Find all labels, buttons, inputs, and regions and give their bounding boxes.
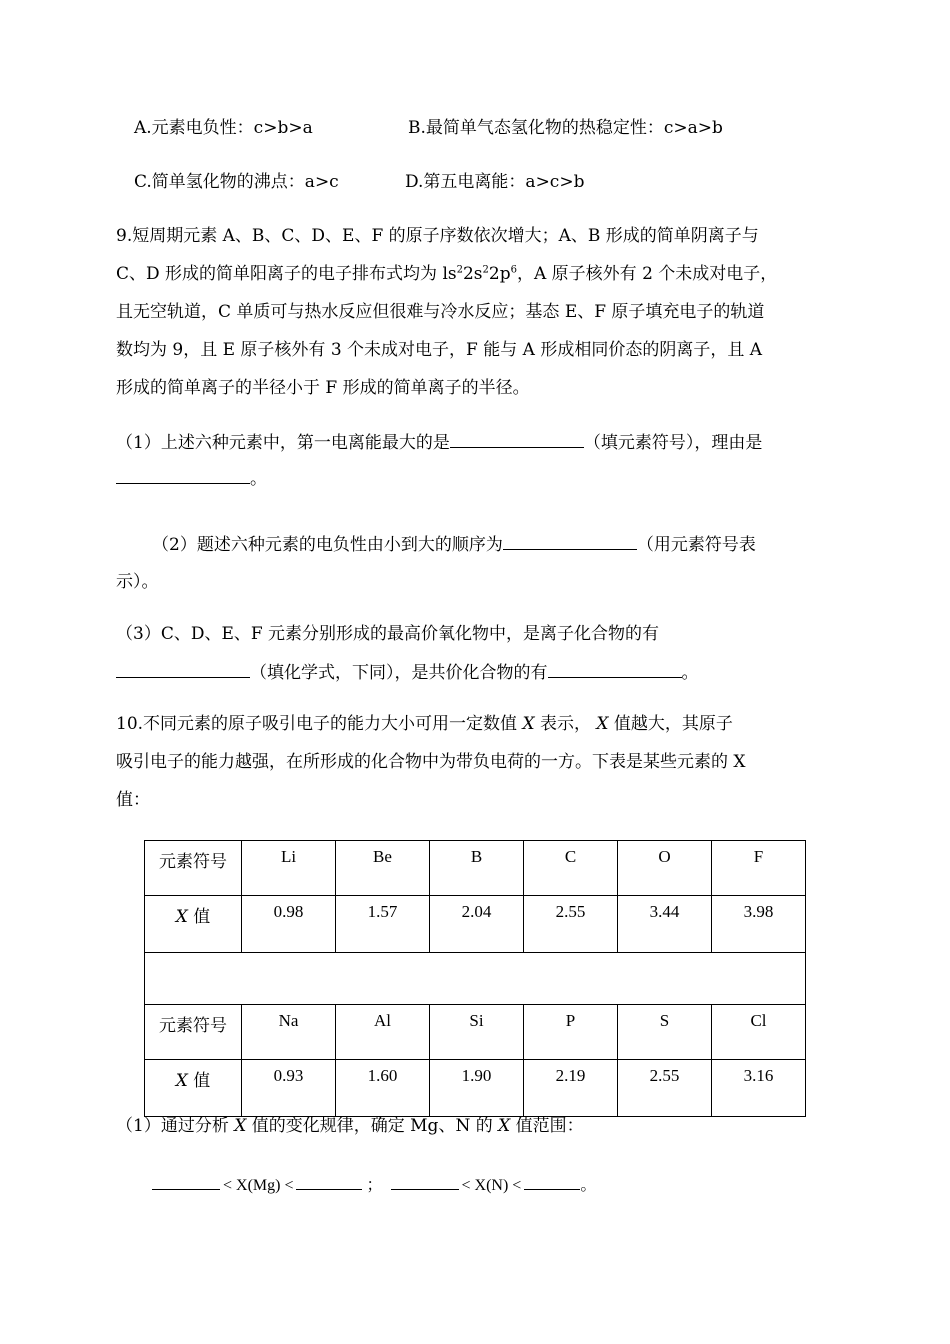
q9-line-1: 9.短周期元素 A、B、C、D、E、F 的原子序数依次增大；A、B 形成的简单阴离子与: [116, 226, 759, 246]
q9-part-2-cont: 示）。: [116, 572, 159, 592]
table-cell: 1.57: [336, 896, 430, 953]
q10-line-1-x2: X: [596, 714, 609, 734]
table-row-spacer: [145, 953, 806, 1005]
q10-part-1: [116, 1114, 584, 1138]
table-value-label-rest: 值: [187, 907, 211, 927]
table-row-symbols-1: [145, 841, 806, 896]
n-upper-blank[interactable]: [524, 1172, 580, 1190]
option-d: D.第五电离能：a>c>b: [405, 172, 585, 192]
table-cell: Al: [336, 1005, 430, 1060]
n-lower-blank[interactable]: [391, 1172, 459, 1190]
q9-part-3: （3）C、D、E、F 元素分别形成的最高价氧化物中，是离子化合物的有: [116, 624, 660, 644]
table-row-values-2: [145, 1060, 806, 1117]
mg-lower-blank[interactable]: [152, 1172, 220, 1190]
n-inequality: < X(N) <: [461, 1177, 522, 1194]
option-b: B.最简单气态氢化物的热稳定性：c>a>b: [408, 118, 723, 138]
q10-part-1-x2: X: [498, 1116, 511, 1136]
table-cell: 2.04: [430, 896, 524, 953]
q9-part-1-cont: [116, 466, 267, 491]
q10-part-1-c: 值范围：: [510, 1116, 584, 1136]
q9-line-2-c: 2p: [488, 264, 511, 284]
table-cell: P: [524, 1005, 618, 1060]
table-cell: Si: [430, 1005, 524, 1060]
table-cell: 0.93: [242, 1060, 336, 1117]
q10-line-3: 值：: [116, 790, 150, 810]
q9-part-3-blank-2[interactable]: [548, 660, 682, 678]
x-value-table: [144, 840, 806, 1117]
table-cell: 3.44: [618, 896, 712, 953]
table-cell: Be: [336, 841, 430, 896]
table-cell: B: [430, 841, 524, 896]
q10-part-1-b: 值的变化规律，确定 Mg、N 的: [246, 1116, 499, 1136]
table-value-label-x: X: [175, 907, 188, 927]
q9-part-2-text-b: （用元素符号表: [636, 535, 756, 555]
table-header-label: 元素符号: [145, 1005, 242, 1060]
q9-part-1-text-b: （填元素符号），理由是: [583, 433, 763, 453]
table-value-label: [145, 896, 242, 953]
mg-upper-blank[interactable]: [296, 1172, 362, 1190]
q9-part-2-text-a: （2）题述六种元素的电负性由小到大的顺序为: [152, 535, 503, 555]
table-header-label: 元素符号: [145, 841, 242, 896]
q9-part-1-text-a: （1）上述六种元素中，第一电离能最大的是: [116, 433, 450, 453]
q9-part-3-cont: [116, 660, 699, 685]
q10-line-1-x: X: [522, 714, 535, 734]
table-cell: 0.98: [242, 896, 336, 953]
q9-sup-3: 6: [510, 264, 517, 276]
q9-part-1: [116, 430, 762, 455]
q9-part-2: [152, 532, 756, 557]
table-value-label: [145, 1060, 242, 1117]
q10-line-1-b: 表示，: [534, 714, 597, 734]
table-spacer-cell: [145, 953, 806, 1005]
table-cell: C: [524, 841, 618, 896]
table-value-label-rest: 值: [187, 1071, 211, 1091]
q9-part-3-text-b: （填化学式，下同），是共价化合物的有: [250, 663, 548, 683]
q9-line-2-b: 2s: [462, 264, 483, 284]
q9-part-1-blank-1[interactable]: [450, 430, 584, 448]
q9-line-2: [116, 262, 777, 286]
q9-part-3-text-c: 。: [681, 663, 699, 683]
table-cell: 1.90: [430, 1060, 524, 1117]
q9-line-4: 数均为 9，且 E 原子核外有 3 个未成对电子，F 能与 A 形成相同价态的阴离子，且 A: [116, 340, 763, 360]
q10-line-2: 吸引电子的能力越强，在所形成的化合物中为带负电荷的一方。下表是某些元素的 X: [116, 752, 746, 772]
q9-line-2-a: C、D 形成的简单阳离子的电子排布式均为 ls: [116, 264, 457, 284]
inequality-separator: ；: [366, 1177, 383, 1194]
q10-line-1-a: 10.不同元素的原子吸引电子的能力大小可用一定数值: [116, 714, 523, 734]
option-a: A.元素电负性：c>b>a: [134, 118, 313, 138]
table-cell: F: [712, 841, 806, 896]
table-row-values-1: [145, 896, 806, 953]
mg-inequality: < X(Mg) <: [223, 1177, 294, 1194]
q9-sup-1: 2: [456, 264, 463, 276]
table-cell: 2.55: [524, 896, 618, 953]
q10-part-1-x: X: [234, 1116, 247, 1136]
table-row-symbols-2: [145, 1005, 806, 1060]
table-cell: 3.16: [712, 1060, 806, 1117]
q10-part-1-a: （1）通过分析: [116, 1116, 235, 1136]
q10-inequalities: [152, 1172, 596, 1198]
table-cell: Li: [242, 841, 336, 896]
option-c: C.简单氢化物的沸点：a>c: [134, 172, 339, 192]
table-cell: O: [618, 841, 712, 896]
q9-line-3: 且无空轨道，C 单质可与热水反应但很难与冷水反应；基态 E、F 原子填充电子的轨道: [116, 302, 765, 322]
q10-line-1-c: 值越大，其原子: [608, 714, 733, 734]
table-cell: Na: [242, 1005, 336, 1060]
q9-sup-2: 2: [482, 264, 489, 276]
q9-part-1-blank-2[interactable]: [116, 466, 250, 484]
q9-line-5: 形成的简单离子的半径小于 F 形成的简单离子的半径。: [116, 378, 530, 398]
table-cell: Cl: [712, 1005, 806, 1060]
q10-line-1: [116, 712, 733, 736]
inequality-end: 。: [580, 1177, 597, 1194]
table-value-label-x: X: [175, 1071, 188, 1091]
table-cell: 3.98: [712, 896, 806, 953]
q9-line-2-d: ，A 原子核外有 2 个未成对电子，: [516, 264, 778, 284]
table-cell: S: [618, 1005, 712, 1060]
table-cell: 2.55: [618, 1060, 712, 1117]
table-cell: 2.19: [524, 1060, 618, 1117]
q9-part-3-blank-1[interactable]: [116, 660, 250, 678]
table-cell: 1.60: [336, 1060, 430, 1117]
q9-part-1-text-c: 。: [250, 469, 267, 489]
q9-part-2-blank[interactable]: [503, 532, 637, 550]
